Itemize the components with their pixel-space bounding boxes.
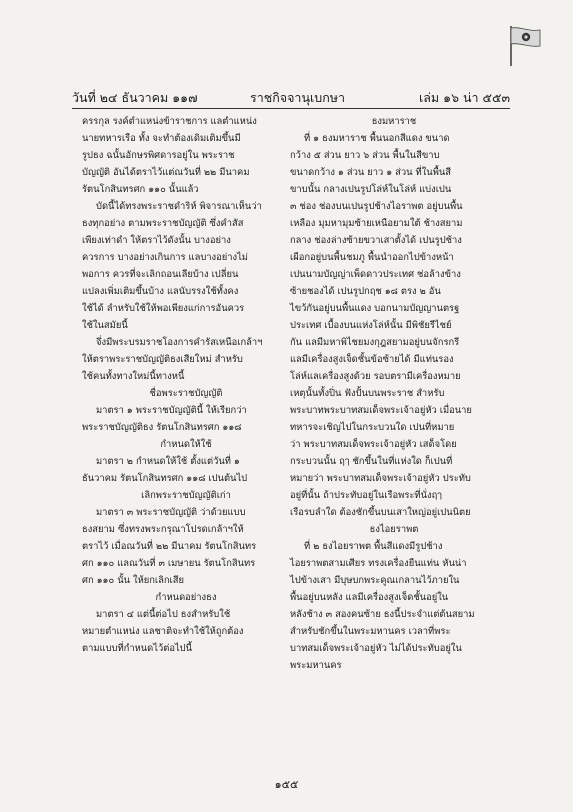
text-line: ตามแบบที่กำหนดไว้ต่อไปนี้	[82, 643, 193, 654]
text-line: จึ่งมีพระบรมราชโองการคำรัสเหนือเกล้าฯ	[96, 337, 263, 348]
section-heading: กำหนดอย่างธง	[155, 592, 217, 603]
section-heading: เลิกพระราชบัญญัติเก่า	[141, 490, 231, 501]
text-line: รัตนโกสินทรศก ๑๑๐ นั้นแล้ว	[82, 184, 199, 195]
text-line: เพียงเท่าดำ ให้ตราไว้ดังนั้น บางอย่าง	[82, 235, 231, 246]
text-line: ที่ ๑ ธงมหาราช พื้นนอกสีแดง ขนาด	[304, 133, 450, 144]
text-line: ศก ๑๑๐ นั้น ให้ยกเลิกเสีย	[82, 575, 184, 586]
text-line: บัญญัติ อันได้ตราไว้แต่ณวันที่ ๒๒ มีนาคม	[82, 167, 250, 178]
text-line: ขนาดกว้าง ๑ ส่วน ยาว ๑ ส่วน ที่ในพื้นสี	[290, 167, 452, 178]
text-line: พอการ ควรที่จะเลิกถอนเลียบ้าง เปลี่ยน	[82, 269, 239, 280]
text-line: พระบาทพระบาทสมเด็จพระเจ้าอยู่หัว เมื่อนาย	[290, 405, 472, 416]
text-line: พื้นอยู่บนหลัง แลมีเครื่องสูงเจ็ดชั้นอยู่ใน	[290, 592, 449, 603]
text-line: บัดนี้ได้ทรงพระราชดำริห์ พิจารณาเห็นว่า	[96, 201, 262, 212]
text-line: ว่า พระบาทสมเด็จพระเจ้าอยู่หัว เสด็จโดย	[290, 439, 457, 450]
flag-emblem-icon	[508, 24, 542, 68]
left-column	[82, 113, 290, 657]
text-line: มาตรา ๓ พระราชบัญญัติ ว่าด้วยแบบ	[96, 507, 246, 518]
header-rule	[72, 108, 510, 109]
issue-date: วันที่ ๒๔ ธันวาคม ๑๑๗	[72, 90, 198, 105]
text-line: พระมหานคร	[290, 660, 342, 671]
text-line: กลาง ช่องล่างซ้ายขวาเสาตั้งได้ เปนรูปช้าง	[290, 235, 462, 246]
text-line: ให้ตราพระราชบัญญัติธงเสียใหม่ สำหรับ	[82, 354, 243, 365]
text-line: ใช้ได้ ลำหรับใช้ให้พอเพียงแก่การอันควร	[82, 303, 245, 314]
text-line: ประเทศ เบื้องบนแห่งโล่ห์นั้น มีพิชัยรีไชย์	[290, 320, 452, 331]
text-line: ใช้ในสมัยนี้	[82, 320, 128, 331]
section-heading: ธงไอยราพต	[369, 524, 419, 535]
text-line: กัน แลมีมหาพิไชยมงกุฎสยามอยู่บนจักรกรี	[290, 337, 460, 348]
text-line: อยู่ที่นั้น ถ้าประทับอยู่ในเรือพระที่นั่งฤๅ	[290, 490, 442, 501]
text-line: ขาบนั้น กลางเปนรูปโล่ห์ในโล่ห์ แบ่งเปน	[290, 184, 452, 195]
text-line: มาตรา ๔ แต่นี้ต่อไป ธงสำหรับใช้	[96, 609, 231, 620]
text-line: มาตรา ๒ กำหนดให้ใช้ ตั้งแต่วันที่ ๑	[96, 456, 240, 467]
right-column	[290, 113, 498, 674]
text-line: แลมีเครื่องสูงเจ็ดชั้นข้อซ้ายได้ มีแท่นรอง	[290, 354, 454, 365]
text-line: ธันวาคม รัตนโกสินทรศก ๑๑๘ เปนต้นไป	[82, 473, 248, 484]
text-line: เผือกอยู่บนพื้นชมภู พื้นนำออกไปข้างหน้า	[290, 252, 454, 263]
text-line: สำหรับชักขึ้นในพระมหานคร เวลาที่พระ	[290, 626, 451, 637]
text-line: ใช้คนทั้งทางใหม่นี้ทางหนี้	[82, 371, 185, 382]
text-line: เปนนามบัญญ่าเพ็ดดาวประเทศ ช่อล้างข้าง	[290, 269, 461, 280]
text-line: ทหารจะเชิญไปในกระบวนใด เปนที่หมาย	[290, 422, 455, 433]
text-line: ซ้ายชองได้ เปนรูปกฤช ๑๘ ตรง ๒ อัน	[290, 286, 441, 297]
text-line: นายทหารเรือ ทั้ง จะทำต้องเดิมเติมขึ้นมี	[82, 133, 241, 144]
text-line: หลังช้าง ๓ สองคนซ้าย ธงนี้ประจำแต่ต้นสยาม	[290, 609, 475, 620]
text-line: ควรการ บางอย่างเกินการ แลบางอย่างไม่	[82, 252, 248, 263]
text-line: หมายว่า พระบาทสมเด็จพระเจ้าอยู่หัว ประทับ	[290, 473, 471, 484]
text-line: บาทสมเด็จพระเจ้าอยู่หัว ไม่ได้ประทับอยู่ใน	[290, 643, 462, 654]
text-line: ครรกุล รงค์ตำแหน่งข้าราชการ แลตำแหน่ง	[82, 116, 257, 127]
text-line: ไขว้กันอยู่บนพื้นแดง บอกนามบัญญานตรฐ	[290, 303, 460, 314]
volume-page: เล่ม ๑๖ น่า ๕๕๓	[419, 90, 510, 105]
text-line: หมายตำแหน่ง แลชาติจะทำใช้ให้ถูกต้อง	[82, 626, 244, 637]
text-line: ตราไว้ เมื่อณวันที่ ๒๒ มีนาคม รัตนโกสินทร	[82, 541, 257, 552]
text-line: ๓ ช่อง ช่องบนเปนรูปช้างไอราพต อยู่บนพื้น	[290, 201, 463, 212]
text-line: รูปธง ฉนั้นอักษรพิศดารอยู่ใน พระราช	[82, 150, 235, 161]
text-line: ธงสยาม ซึ่งทรงพระกรุณาโปรดเกล้าฯให้	[82, 524, 244, 535]
text-line: ไอยราพตสามเศียร ทรงเครื่องยืนแท่น หันน่า	[290, 558, 467, 569]
section-heading: ธงมหาราช	[371, 116, 417, 127]
text-line: ธงทุกอย่าง ตามพระราชบัญญัติ ซึ่งคำสัส	[82, 218, 244, 229]
text-line: กระบวนนั้น ฤๅ ชักขึ้นในที่แห่งใด ก็เปนที่	[290, 456, 453, 467]
page-number: ๑๕๕	[274, 778, 299, 791]
gazette-title: ราชกิจจานุเบกษา	[250, 90, 346, 105]
text-line: เรือรบลำใด ต้องชักขึ้นบนเสาใหญ่อยู่เปนนิตย	[290, 507, 471, 518]
text-line: ไปข้างเสา มีบุษบกพระคูณเกลานไว้ภายใน	[290, 575, 460, 586]
text-line: มาตรา ๑ พระราชบัญญัตินี้ ให้เรียกว่า	[96, 405, 247, 416]
text-line: พระราชบัญญัติธง รัตนโกสินทรศก ๑๑๘	[82, 422, 242, 433]
text-line: โล่ห์แลเครื่องสูงด้วย รอบตรามีเครื่องหมาย	[290, 371, 461, 382]
text-line: ที่ ๒ ธงไอยราพต พื้นสีแดงมีรูปช้าง	[304, 541, 443, 552]
text-line: เหลือง มุมหามุมซ้ายเหนือยามใต้ ช้างสยาม	[290, 218, 463, 229]
section-heading: กำหนดให้ใช้	[160, 439, 212, 450]
text-line: เหตุนั้นทั้งปิ่น ฟังปั้นบนพระราช สำหรับ	[290, 388, 445, 399]
text-line: แปลงเพิ่มเติมขึ้นบ้าง แลนับรรงใช้ทั้งคง	[82, 286, 239, 297]
text-line: กว้าง ๕ ส่วน ยาว ๖ ส่วน พื้นในสีขาบ	[290, 150, 440, 161]
text-line: ศก ๑๑๐ แลณวันที่ ๓ เมษายน รัตนโกสินทร	[82, 558, 256, 569]
section-heading: ชื่อพระราชบัญญัติ	[149, 388, 223, 399]
